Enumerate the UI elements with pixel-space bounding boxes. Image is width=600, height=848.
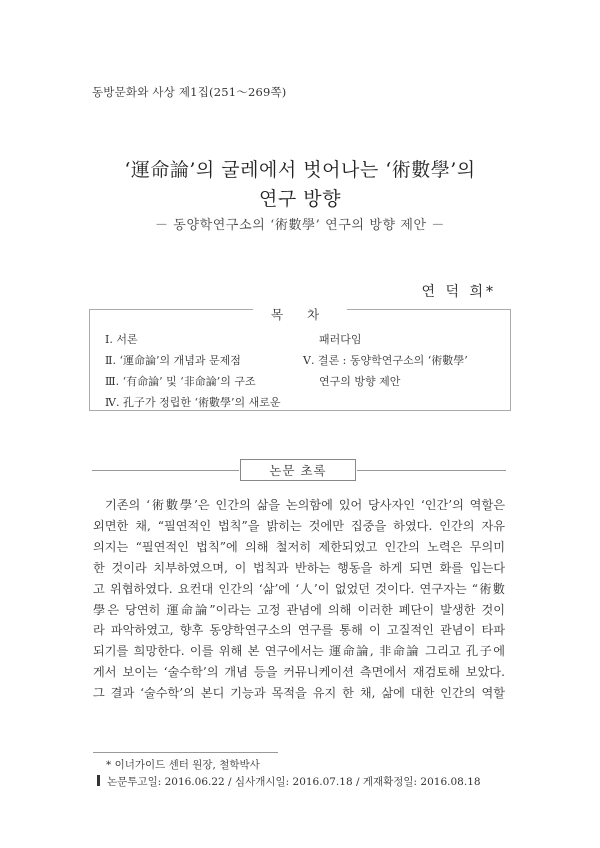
abstract-line: 외면한 채, “필연적인 법칙”을 밝히는 것에만 집중을 하였다. 인간의 자유 — [93, 518, 505, 533]
abstract-divider-left — [92, 470, 239, 471]
abstract-line: 고 위협하였다. 요컨대 인간의 ‘삶’에 ‘人’이 없었던 것이다. 연구자는 “術數 — [93, 581, 505, 596]
submission-dates — [97, 774, 481, 789]
author-name: 연 덕 희* — [421, 284, 496, 300]
dates-text: 논문투고일: 2016.06.22 / 심사개시일: 2016.07.18 / 게재확정일: 2016.08.18 — [107, 776, 481, 788]
abstract-line: 學은 당연히 運命論”이라는 고정 관념에 의해 이러한 폐단이 발생한 것이 — [93, 602, 505, 617]
dates-marker — [97, 775, 100, 786]
toc-item: 연구의 방향 제안 — [319, 375, 401, 388]
author-footnote: * 이너가이드 센터 원장, 철학박사 — [106, 759, 260, 771]
abstract-line: 되기를 희망한다. 이를 위해 본 연구에서는 運命論, 非命論 그리고 孔子에 — [93, 644, 505, 659]
footnote-rule — [93, 752, 278, 753]
toc-item: Ⅳ. 孔子가 정립한 ‘術數學’의 새로운 — [105, 396, 281, 409]
toc-item: Ⅱ. ‘運命論’의 개념과 문제점 — [105, 354, 241, 367]
toc-item: Ⅲ. ‘有命論’ 및 ‘非命論’의 구조 — [105, 375, 256, 388]
abstract-line: 라 파악하였고, 향후 동양학연구소의 연구를 통해 이 고질적인 관념이 타파 — [93, 623, 505, 638]
journal-header: 동방문화와 사상 제1집(251～269쪽) — [92, 85, 287, 99]
toc-item: 패러다임 — [319, 333, 362, 346]
paper-title-line-1: ‘運命論’의 굴레에서 벗어나는 ‘術數學’의 — [124, 159, 476, 181]
abstract-body — [93, 495, 505, 704]
paper-title-line-2: 연구 방향 — [259, 188, 341, 210]
abstract-line: 기존의 ‘術數學’은 인간의 삶을 논의함에 있어 당사자인 ‘인간’의 역할은 — [105, 498, 505, 512]
abstract-line: 한 것이라 치부하였으며, 이 법칙과 반하는 행동을 하게 되면 화를 입는다 — [93, 560, 505, 575]
toc-title-wrap — [89, 304, 511, 323]
toc-item: Ⅰ. 서론 — [105, 333, 138, 346]
toc-title: 목 차 — [253, 308, 347, 322]
abstract-line: 그 결과 ‘술수학’의 본디 기능과 목적을 유지 한 채, 삶에 대한 인간의 역할 — [93, 686, 505, 701]
toc-item: Ⅴ. 결론 : 동양학연구소의 ‘術數學’ — [303, 354, 468, 367]
paper-subtitle: － 동양학연구소의 ‘術數學’ 연구의 방향 제안 － — [154, 218, 446, 233]
abstract-line: 게서 보이는 ‘술수학’의 개념 등을 커뮤니케이션 측면에서 재검토해 보았다. — [93, 665, 505, 680]
abstract-line: 의지는 “필연적인 법칙”에 의해 철저히 제한되었고 인간의 노력은 무의미 — [93, 539, 505, 554]
abstract-heading: 논문 초록 — [240, 459, 356, 481]
abstract-divider-right — [357, 470, 506, 471]
